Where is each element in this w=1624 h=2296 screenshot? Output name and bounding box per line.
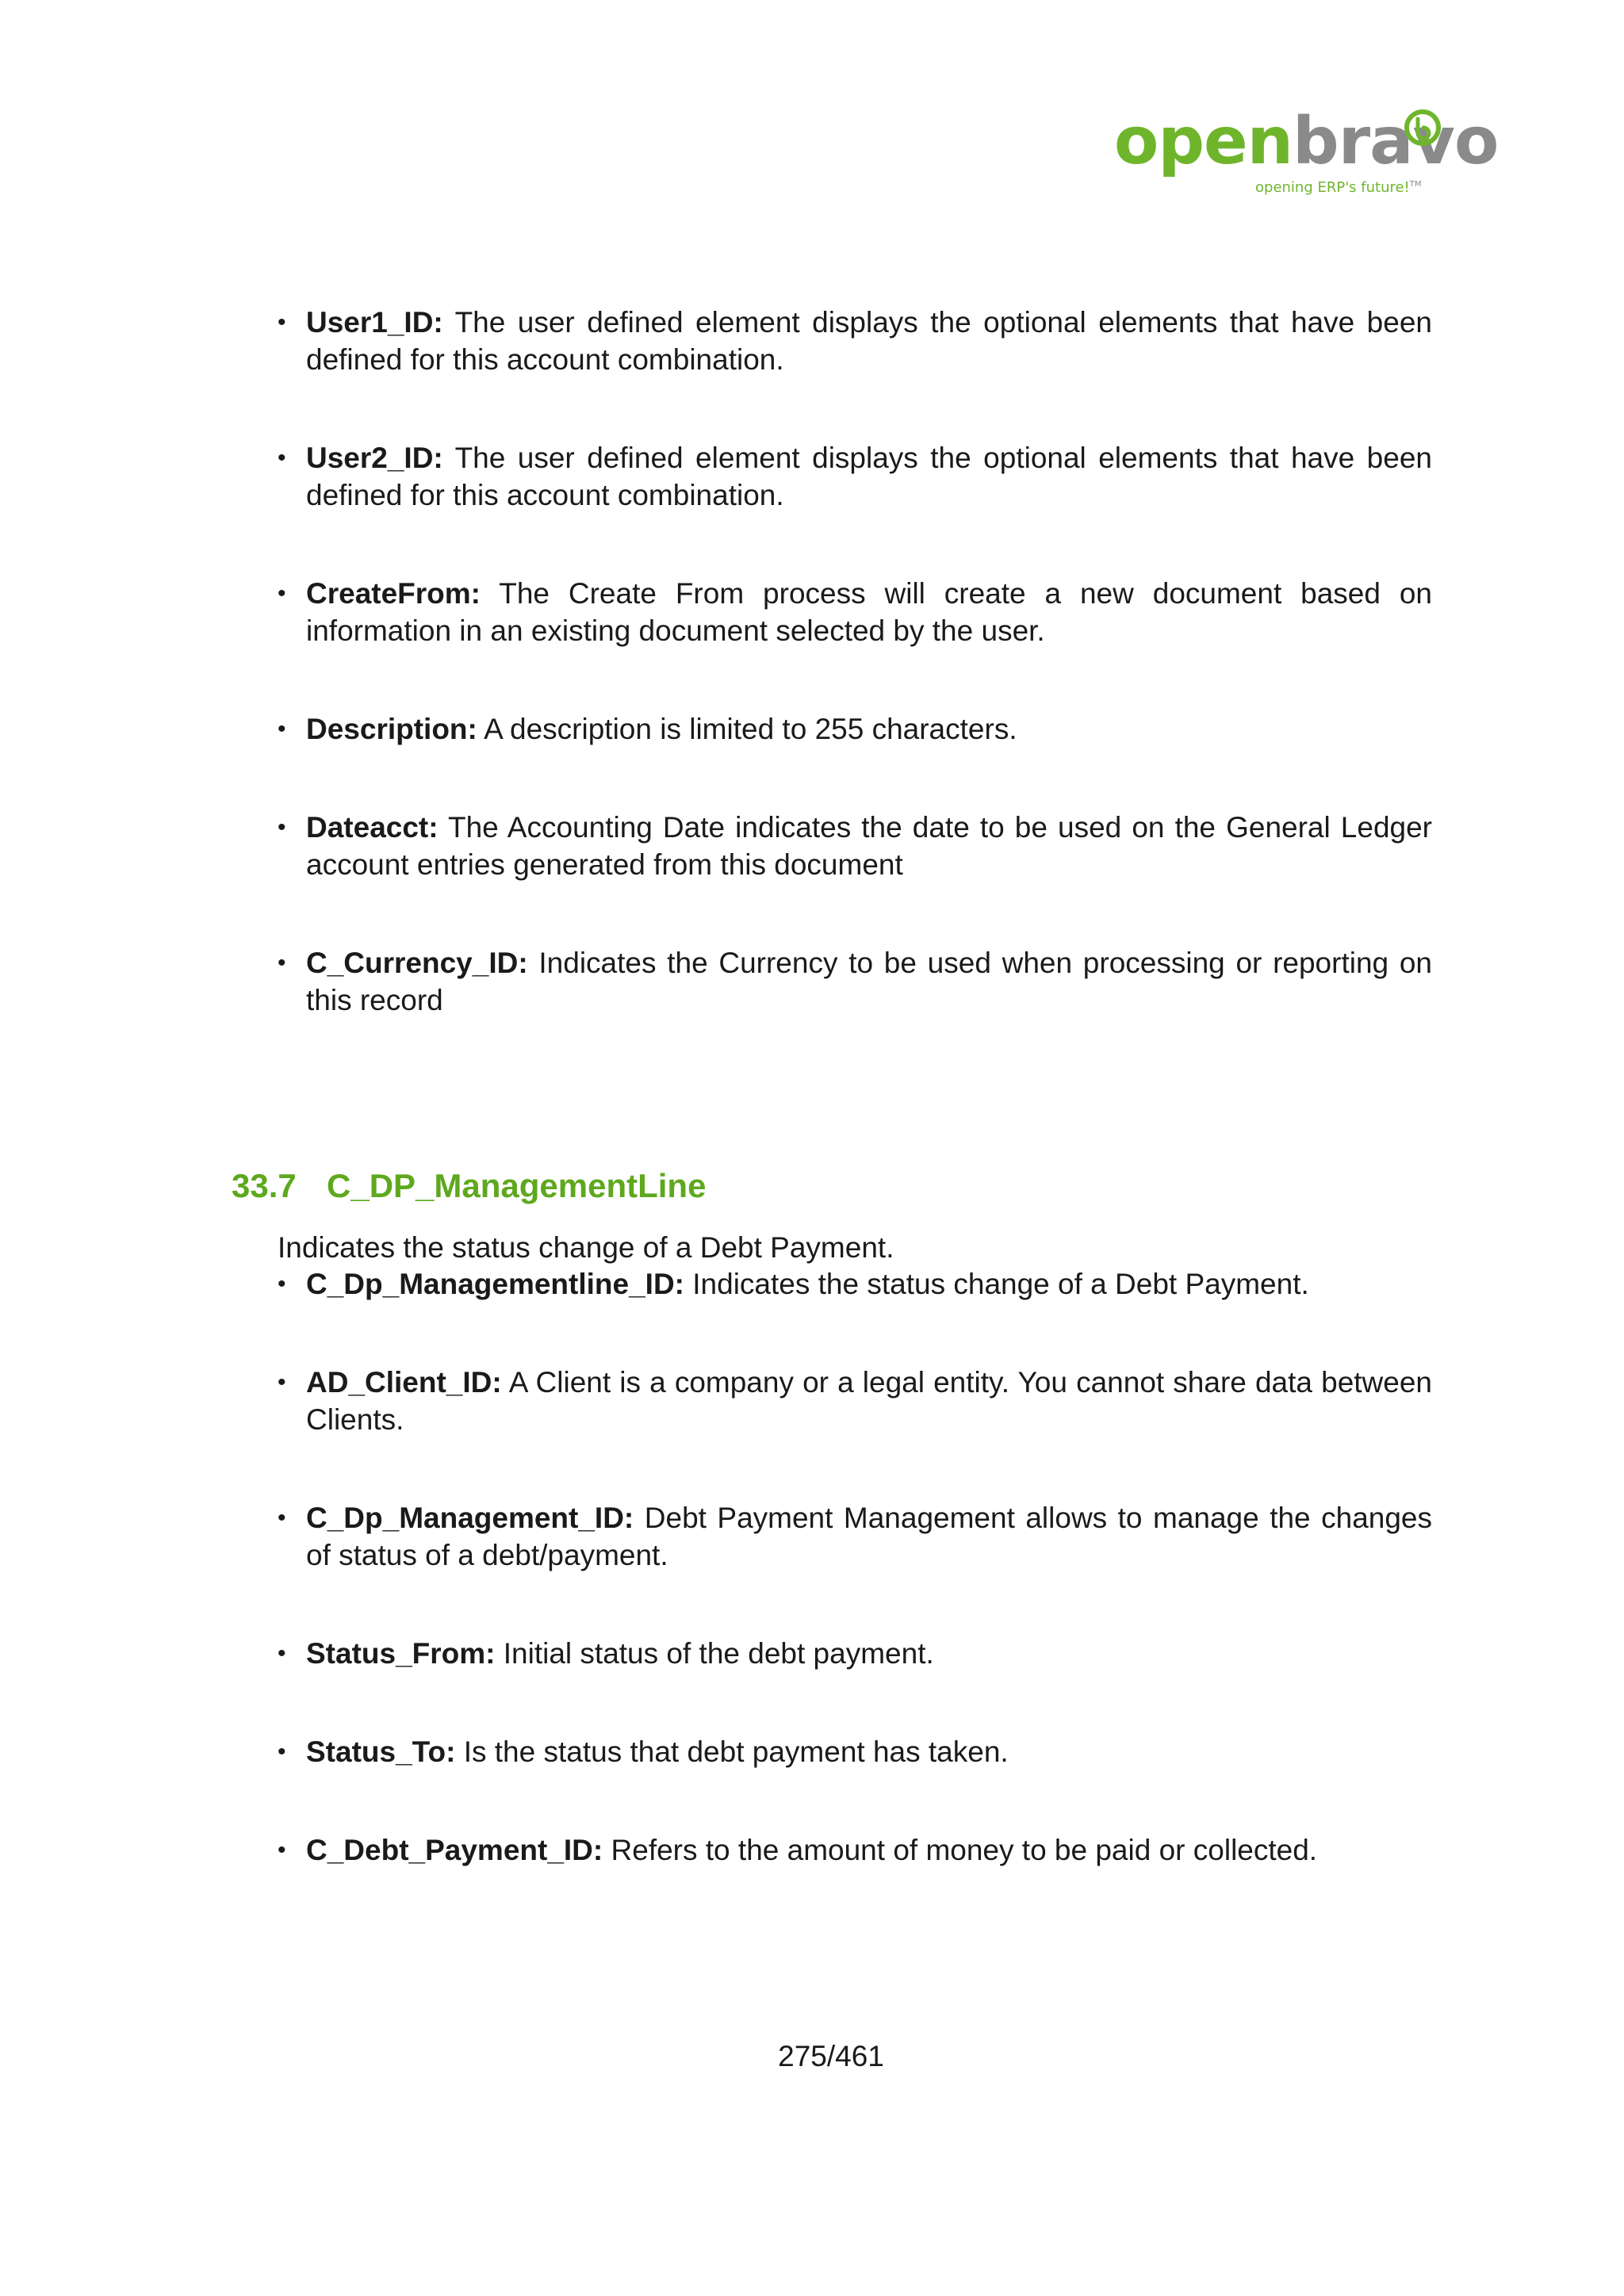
bullet-icon: • <box>278 1739 286 1765</box>
item-term: AD_Client_ID: <box>306 1366 502 1399</box>
bullet-icon: • <box>278 1837 286 1863</box>
list-item <box>278 439 1432 514</box>
bullet-icon: • <box>278 716 286 742</box>
item-text: Is the status that debt payment has taken. <box>463 1735 1009 1768</box>
list-item-body <box>306 575 1432 649</box>
list-item-body <box>306 809 1432 883</box>
item-text: The user defined element displays the optional elements that have been defined for this account combination. <box>306 306 1432 376</box>
item-text: The user defined element displays the optional elements that have been defined for this account combination. <box>306 442 1432 511</box>
list-item-body <box>306 439 1432 514</box>
item-term: Status_To: <box>306 1735 456 1768</box>
item-term: C_Dp_Managementline_ID: <box>306 1268 684 1300</box>
item-text: Debt Payment Management allows to manage the changes of status of a debt/payment. <box>306 1502 1432 1571</box>
list-item <box>278 304 1432 378</box>
list-item-body <box>306 1831 1432 1869</box>
section-heading <box>232 1165 706 1207</box>
item-term: C_Currency_ID: <box>306 947 528 979</box>
list-item-body <box>306 304 1432 378</box>
bullet-icon: • <box>278 580 286 607</box>
logo-tagline <box>1255 179 1422 196</box>
list-item <box>278 710 1432 748</box>
item-term: C_Dp_Management_ID: <box>306 1502 634 1534</box>
page-number: 275/461 <box>778 2040 884 2072</box>
section-intro: Indicates the status change of a Debt Payment. <box>278 1231 894 1264</box>
bullet-icon: • <box>278 445 286 471</box>
item-term: CreateFrom: <box>306 577 481 610</box>
list-item <box>278 1733 1432 1770</box>
item-term: User1_ID: <box>306 306 443 339</box>
bullet-icon: • <box>278 950 286 976</box>
item-term: Status_From: <box>306 1637 496 1670</box>
list-item <box>278 1635 1432 1672</box>
item-term: Description: <box>306 713 477 745</box>
item-text: The Accounting Date indicates the date to be used on the General Ledger account entries generated from this document <box>306 811 1432 881</box>
list-item <box>278 1499 1432 1574</box>
list-item <box>278 809 1432 883</box>
list-item <box>278 1265 1432 1303</box>
logo-wordmark-open: open <box>1114 104 1293 179</box>
list-item <box>278 575 1432 649</box>
item-text: Indicates the Currency to be used when processing or reporting on this record <box>306 947 1432 1016</box>
item-text: The Create From process will create a new document based on information in an existing document selected by the user. <box>306 577 1432 647</box>
logo-trademark: TM <box>1409 180 1422 189</box>
openbravo-logo <box>1114 104 1499 203</box>
bullet-icon: • <box>278 1369 286 1395</box>
bullet-icon: • <box>278 309 286 335</box>
logo-tagline-text: opening ERP's future! <box>1255 179 1410 196</box>
item-text: A Client is a company or a legal entity. You cannot share data between Clients. <box>306 1366 1432 1436</box>
item-text: Indicates the status change of a Debt Payment. <box>692 1268 1309 1300</box>
logo-mark-icon <box>1404 109 1441 146</box>
bullet-icon: • <box>278 1505 286 1531</box>
item-term: C_Debt_Payment_ID: <box>306 1834 603 1866</box>
list-item <box>278 1831 1432 1869</box>
section-title: C_DP_ManagementLine <box>327 1167 707 1204</box>
section-number: 33.7 <box>232 1167 297 1204</box>
item-text: A description is limited to 255 characters. <box>484 713 1017 745</box>
item-text: Initial status of the debt payment. <box>503 1637 934 1670</box>
item-term: Dateacct: <box>306 811 439 844</box>
list-item <box>278 1364 1432 1438</box>
list-item-body <box>306 710 1432 748</box>
list-item-body <box>306 1635 1432 1672</box>
bullet-icon: • <box>278 814 286 840</box>
item-term: User2_ID: <box>306 442 443 474</box>
list-item-body <box>306 1364 1432 1438</box>
list-item-body <box>306 1733 1432 1770</box>
bullet-icon: • <box>278 1271 286 1297</box>
list-item-body <box>306 1265 1432 1303</box>
logo-wordmark-bravo: bravo <box>1293 104 1499 179</box>
bullet-icon: • <box>278 1640 286 1667</box>
list-item-body <box>306 944 1432 1019</box>
list-item <box>278 944 1432 1019</box>
item-text: Refers to the amount of money to be paid or collected. <box>611 1834 1318 1866</box>
list-item-body <box>306 1499 1432 1574</box>
